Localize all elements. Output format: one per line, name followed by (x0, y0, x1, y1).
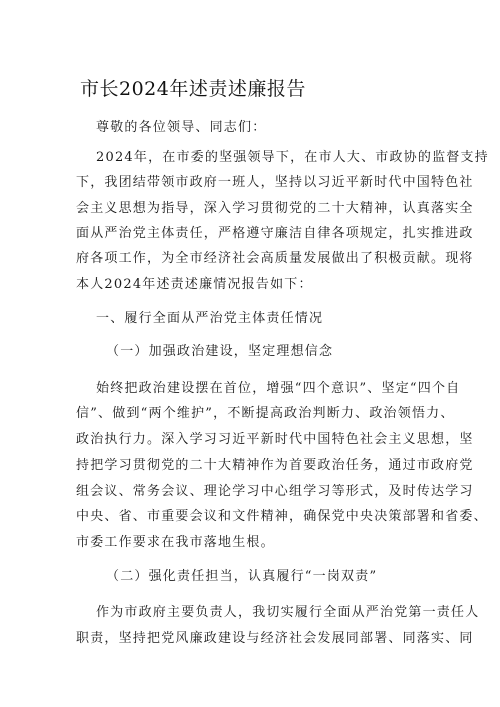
section-heading: 一、履行全面从严治党主体责任情况 (96, 311, 324, 326)
subsection-heading: （二）强化责任担当，认真履行“一岗双责” (106, 569, 378, 584)
intro-line: 会主义思想为指导，深入学习贯彻党的二十大精神，认真落实全 (76, 201, 474, 216)
body-line: 信”、做到“两个维护”，不断提高政治判断力、政治领悟力、 (76, 406, 455, 421)
body-line: 市委工作要求在我市落地生根。 (76, 535, 275, 550)
body-line: 职责，坚持把党风廉政建设与经济社会发展同部署、同落实、同 (76, 631, 474, 646)
intro-line: 府各项工作，为全市经济社会高质量发展做出了积极贡献。现将 (76, 251, 474, 266)
body-line: 政治执行力。深入学习习近平新时代中国特色社会主义思想，坚 (76, 432, 474, 447)
intro-line: 2024年，在市委的坚强领导下，在市人大、市政协的监督支持 (96, 150, 489, 165)
body-line: 中央、省、市重要会议和文件精神，确保党中央决策部署和省委、 (76, 509, 488, 524)
body-line: 持把学习贯彻党的二十大精神作为首要政治任务，通过市政府党 (76, 458, 474, 473)
intro-line: 本人2024年述责述廉情况报告如下： (76, 277, 313, 292)
body-line: 组会议、常务会议、理论学习中心组学习等形式，及时传达学习 (76, 484, 474, 499)
intro-line: 面从严治党主体责任，严格遵守廉洁自律各项规定，扎实推进政 (76, 226, 474, 241)
subsection-heading: （一）加强政治建设，坚定理想信念 (106, 344, 334, 359)
body-line: 始终把政治建设摆在首位，增强“四个意识”、坚定“四个自 (96, 381, 461, 396)
body-line: 作为市政府主要负责人，我切实履行全面从严治党第一责任人 (96, 605, 480, 620)
intro-line: 下，我团结带领市政府一班人，坚持以习近平新时代中国特色社 (76, 175, 474, 190)
document-title: 市长2024年述责述廉报告 (80, 78, 306, 100)
salutation: 尊敬的各位领导、同志们： (96, 120, 267, 135)
